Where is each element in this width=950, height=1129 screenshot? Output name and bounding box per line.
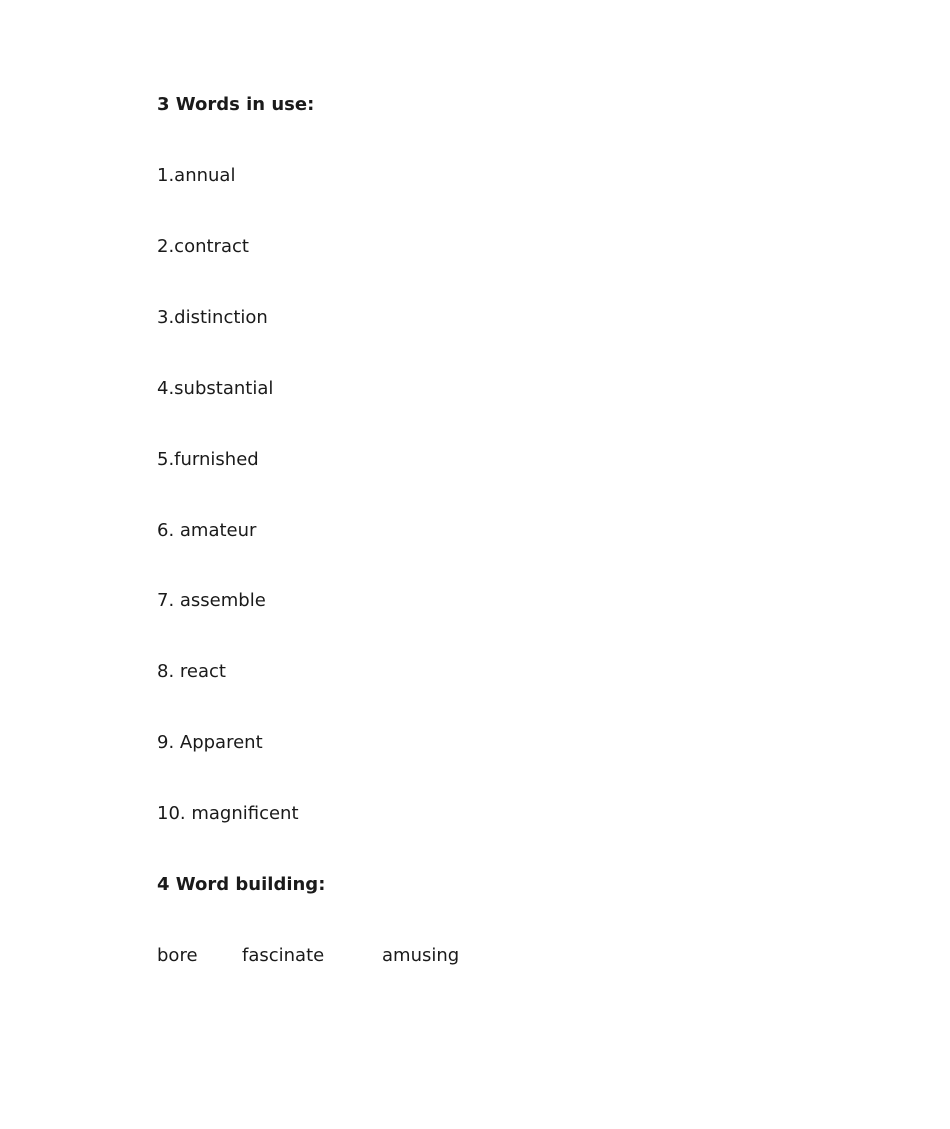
answer-item-2: 2.contract	[157, 236, 249, 257]
answer-item-7: 7. assemble	[157, 590, 266, 611]
answer-item-9: 9. Apparent	[157, 732, 263, 753]
answer-item-4: 4.substantial	[157, 378, 274, 399]
word-building-word-1: bore	[157, 945, 198, 966]
answer-item-6: 6. amateur	[157, 520, 257, 541]
answer-item-10: 10. magnificent	[157, 803, 299, 824]
word-building-word-2: fascinate	[242, 945, 325, 966]
answer-item-1: 1.annual	[157, 165, 236, 186]
answer-item-8: 8. react	[157, 661, 226, 682]
section-3-heading: 3 Words in use:	[157, 94, 315, 115]
word-building-word-3: amusing	[382, 945, 460, 966]
answer-item-5: 5.furnished	[157, 449, 259, 470]
section-4-heading: 4 Word building:	[157, 874, 326, 895]
answer-item-3: 3.distinction	[157, 307, 268, 328]
